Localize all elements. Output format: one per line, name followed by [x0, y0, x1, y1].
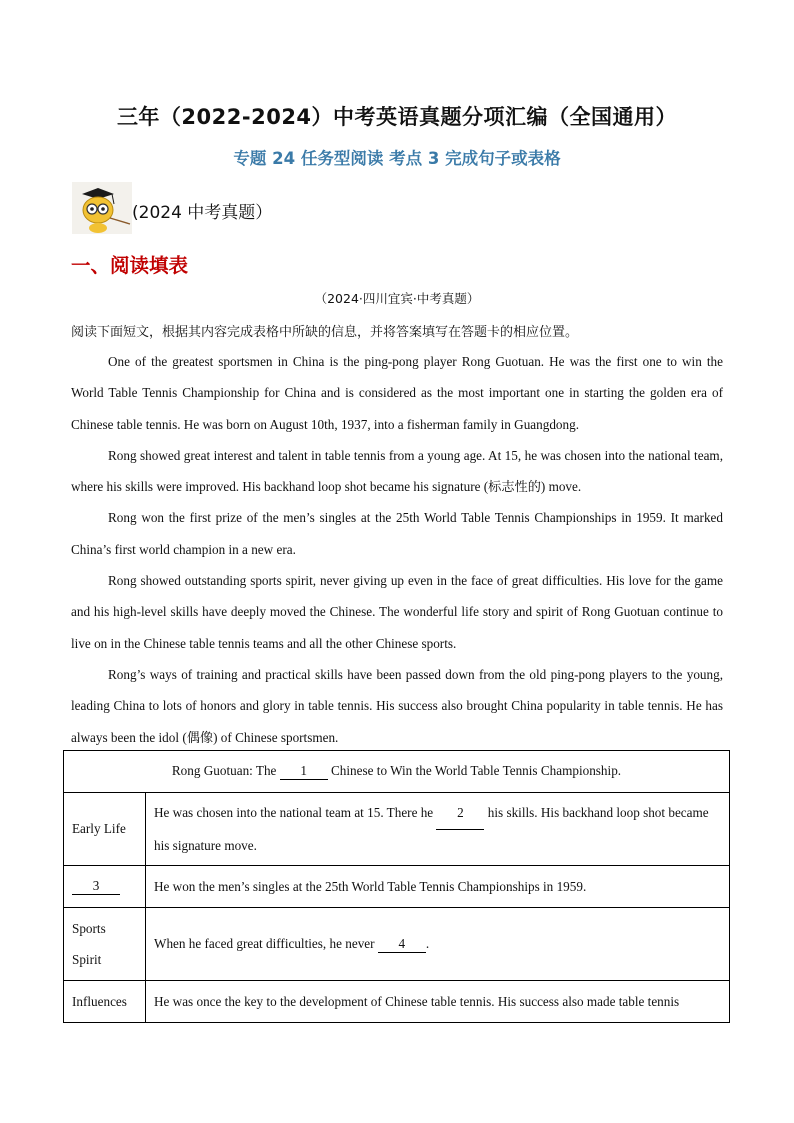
row-text-pre: He was chosen into the national team at 15. There he: [154, 805, 434, 821]
table-row: [64, 866, 730, 908]
table-row: [64, 908, 730, 981]
question-source: （2024·四川宜宾·中考真题）: [314, 291, 480, 306]
row-text-post: his skills. His backhand loop shot became his signature move.: [154, 805, 709, 853]
section-title: 一、阅读填表: [71, 254, 189, 277]
row-content: [146, 908, 730, 981]
passage-paragraph: Rong showed great interest and talent in table tennis from a young age. At 15, he was chosen into the national team, where his skills were improved. His backhand loop shot became his signature (标志性的) move.: [71, 447, 723, 495]
row-label: Early Life: [64, 793, 146, 866]
table-header-cell: [64, 751, 730, 793]
row-label: [64, 866, 146, 908]
header-text-post: Chinese to Win the World Table Tennis Championship.: [331, 763, 622, 778]
row-content: He was once the key to the development of Chinese table tennis. His success also made table tennis: [146, 981, 730, 1023]
row-label: Influences: [64, 981, 146, 1023]
instruction-text: 阅读下面短文，根据其内容完成表格中所缺的信息，并将答案填写在答题卡的相应位置。: [71, 325, 579, 340]
blank-4[interactable]: 4: [378, 936, 426, 953]
owl-mascot-icon: [72, 182, 132, 234]
page-subtitle: 专题 24 任务型阅读 考点 3 完成句子或表格: [233, 149, 561, 168]
passage-paragraph: Rong’s ways of training and practical skills have been passed down from the old ping-pong players to the young, leading China to lots of honors and glory in table tennis. His success also brought China popularity in table tennis. He has always been the idol (偶像) of Chinese sportsmen.: [71, 666, 723, 745]
row-label: Sports Spirit: [64, 908, 146, 981]
row-text-pre: When he faced great difficulties, he never: [154, 935, 375, 951]
row-content: He won the men’s singles at the 25th World Table Tennis Championships in 1959.: [146, 866, 730, 908]
header-text-pre: Rong Guotuan: The: [171, 763, 277, 778]
blank-3[interactable]: 3: [72, 878, 120, 895]
table-row: [64, 793, 730, 866]
year-label: (2024 中考真题）: [132, 203, 273, 223]
row-content: [146, 793, 730, 866]
answer-table: [63, 750, 730, 1023]
table-header-row: [64, 751, 730, 793]
blank-2[interactable]: 2: [436, 797, 484, 829]
blank-1[interactable]: 1: [280, 763, 328, 780]
passage-paragraph: One of the greatest sportsmen in China is the ping-pong player Rong Guotuan. He was the first one to win the World Table Tennis Championship for China and is considered as the most important one in starting the golden era of Chinese table tennis. He was born on August 10th, 1937, into a fisherman family in Guangdong.: [71, 354, 723, 432]
passage-paragraph: Rong showed outstanding sports spirit, never giving up even in the face of great difficulties. His love for the game and his high-level skills have deeply moved the Chinese. The wonderful life story and spirit of Rong Guotuan continue to live on in the Chinese table tennis teams and all the other Chinese sports.: [71, 573, 723, 651]
passage-paragraph: Rong won the first prize of the men’s singles at the 25th World Table Tennis Championships in 1959. It marked China’s first world champion in a new era.: [71, 510, 723, 557]
row-text-post: .: [425, 935, 430, 951]
page-title: 三年（2022-2024）中考英语真题分项汇编（全国通用）: [116, 105, 678, 129]
reading-passage: [71, 346, 723, 753]
table-row: [64, 981, 730, 1023]
